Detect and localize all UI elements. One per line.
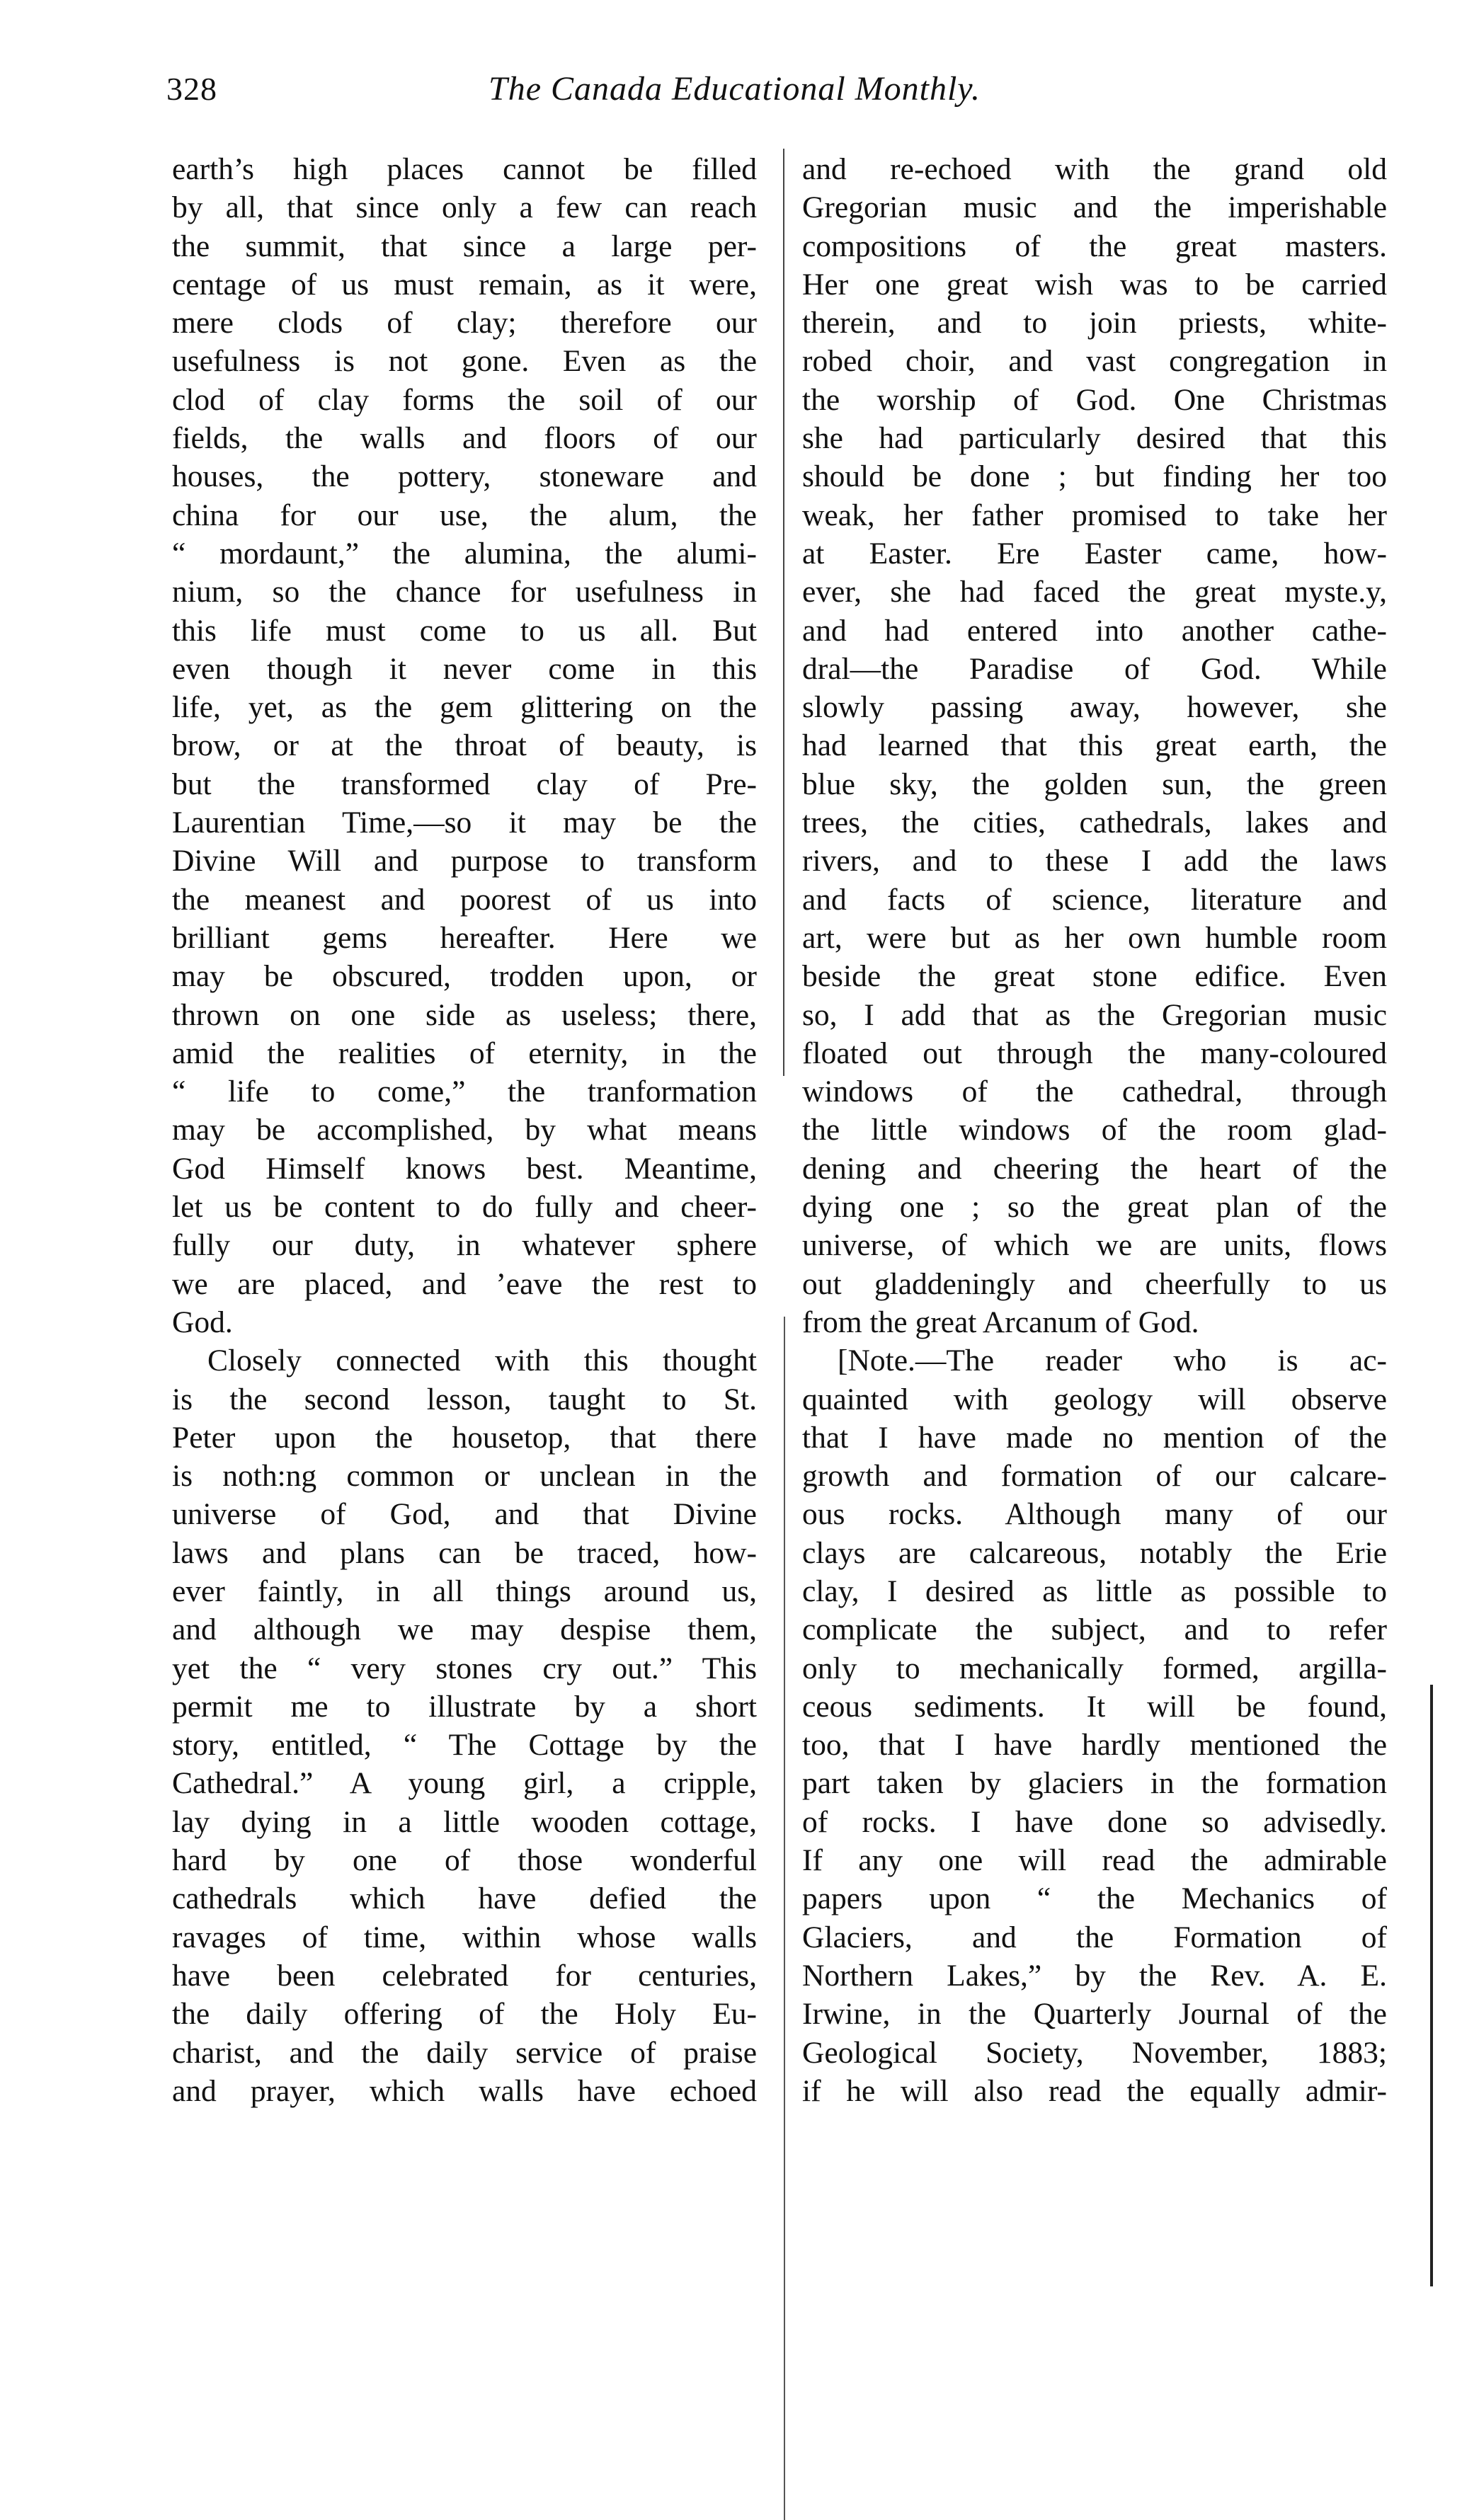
text-line: Divine Will and purpose to transform (172, 844, 757, 878)
text-line: clod of clay forms the soil of our (172, 382, 757, 417)
text-line: houses, the pottery, stoneware and (172, 459, 757, 494)
text-line: the worship of God. One Christmas (802, 382, 1387, 417)
text-line: clays are calcareous, notably the Erie (802, 1535, 1387, 1570)
text-line: she had particularly desired that this (802, 421, 1387, 456)
text-line: usefulness is not gone. Even as the (172, 344, 757, 379)
text-line: let us be content to do fully and cheer- (172, 1190, 757, 1225)
text-line: ever faintly, in all things around us, (172, 1574, 757, 1608)
text-line: cathedrals which have defied the (172, 1882, 757, 1916)
text-line: may be accomplished, by what means (172, 1113, 757, 1147)
text-line: only to mechanically formed, argilla- (802, 1651, 1387, 1685)
text-line: dening and cheering the heart of the (802, 1151, 1387, 1186)
text-line: compositions of the great masters. (802, 229, 1387, 263)
left-column (172, 150, 757, 2110)
text-line: this life must come to us all. But (172, 613, 757, 648)
text-line: ravages of time, within whose walls (172, 1920, 757, 1954)
text-line: Laurentian Time,—so it may be the (172, 806, 757, 840)
text-line: Glaciers, and the Formation of (802, 1920, 1387, 1954)
page-edge-rule (1430, 1685, 1433, 2286)
text-line: dral—the Paradise of God. While (802, 651, 1387, 686)
text-line: ceous sediments. It will be found, (802, 1689, 1387, 1724)
text-line: brow, or at the throat of beauty, is (172, 728, 757, 763)
text-line: ous rocks. Although many of our (802, 1497, 1387, 1532)
text-line: part taken by glaciers in the formation (802, 1766, 1387, 1801)
text-line: even though it never come in this (172, 651, 757, 686)
text-line: “ mordaunt,” the alumina, the alumi- (172, 536, 757, 571)
text-line: God Himself knows best. Meantime, (172, 1151, 757, 1186)
text-line: hard by one of those wonderful (172, 1843, 757, 1878)
column-divider-rule-lower (784, 1317, 785, 2520)
text-line: life, yet, as the gem glittering on the (172, 690, 757, 725)
text-line: Her one great wish was to be carried (802, 267, 1387, 302)
text-line: charist, and the daily service of praise (172, 2035, 757, 2070)
text-line: art, were but as her own humble room (802, 920, 1387, 955)
text-line: lay dying in a little wooden cottage, (172, 1804, 757, 1839)
text-line: universe, of which we are units, flows (802, 1228, 1387, 1263)
text-line: story, entitled, “ The Cottage by the (172, 1728, 757, 1763)
text-line: If any one will read the admirable (802, 1843, 1387, 1878)
text-line: papers upon “ the Mechanics of (802, 1882, 1387, 1916)
text-line: is the second lesson, taught to St. (172, 1382, 757, 1416)
text-line: of rocks. I have done so advisedly. (802, 1804, 1387, 1839)
text-line: windows of the cathedral, through (802, 1075, 1387, 1109)
text-line: Gregorian music and the imperishable (802, 190, 1387, 225)
text-line: the summit, that since a large per- (172, 229, 757, 263)
text-line: so, I add that as the Gregorian music (802, 997, 1387, 1032)
text-line: is noth:ng common or unclean in the (172, 1459, 757, 1494)
text-line: nium, so the chance for usefulness in (172, 575, 757, 609)
text-line: fully our duty, in whatever sphere (172, 1228, 757, 1263)
text-line: but the transformed clay of Pre- (172, 767, 757, 801)
text-line: rivers, and to these I add the laws (802, 844, 1387, 878)
text-line: the little windows of the room glad- (802, 1113, 1387, 1147)
text-line: Northern Lakes,” by the Rev. A. E. (802, 1958, 1387, 1993)
text-line: robed choir, and vast congregation in (802, 344, 1387, 379)
text-line: therein, and to join priests, white- (802, 306, 1387, 340)
paragraph-first-line: Closely connected with this thought (207, 1344, 757, 1378)
page-number: 328 (166, 71, 217, 107)
text-line: fields, the walls and floors of our (172, 421, 757, 456)
text-line: earth’s high places cannot be filled (172, 152, 757, 186)
text-line: and prayer, which walls have echoed (172, 2073, 757, 2108)
text-line: universe of God, and that Divine (172, 1497, 757, 1532)
running-title: The Canada Educational Monthly. (489, 70, 981, 108)
text-line: permit me to illustrate by a short (172, 1689, 757, 1724)
column-divider-rule (783, 149, 784, 1076)
text-line: “ life to come,” the tranformation (172, 1075, 757, 1109)
paragraph-last-line: from the great Arcanum of God. (802, 1305, 1199, 1339)
text-line: by all, that since only a few can reach (172, 190, 757, 225)
text-line: and re-echoed with the grand old (802, 152, 1387, 186)
text-line: if he will also read the equally admir- (802, 2073, 1387, 2108)
text-line: slowly passing away, however, she (802, 690, 1387, 725)
text-line: beside the great stone edifice. Even (802, 959, 1387, 994)
text-line: laws and plans can be traced, how- (172, 1535, 757, 1570)
text-line: floated out through the many-coloured (802, 1036, 1387, 1070)
text-line: thrown on one side as useless; there, (172, 997, 757, 1032)
text-line: trees, the cities, cathedrals, lakes and (802, 806, 1387, 840)
text-line: brilliant gems hereafter. Here we (172, 920, 757, 955)
text-line: Geological Society, November, 1883; (802, 2035, 1387, 2070)
text-line: mere clods of clay; therefore our (172, 306, 757, 340)
text-line: had learned that this great earth, the (802, 728, 1387, 763)
text-line: Irwine, in the Quarterly Journal of the (802, 1997, 1387, 2032)
text-line: that I have made no mention of the (802, 1420, 1387, 1455)
text-line: amid the realities of eternity, in the (172, 1036, 757, 1070)
right-column (802, 150, 1387, 2110)
text-line: yet the “ very stones cry out.” This (172, 1651, 757, 1685)
text-line: at Easter. Ere Easter came, how- (802, 536, 1387, 571)
text-line: and although we may despise them, (172, 1613, 757, 1647)
text-line: growth and formation of our calcare- (802, 1459, 1387, 1494)
text-line: Cathedral.” A young girl, a cripple, (172, 1766, 757, 1801)
text-line: and facts of science, literature and (802, 882, 1387, 917)
text-line: complicate the subject, and to refer (802, 1613, 1387, 1647)
text-line: have been celebrated for centuries, (172, 1958, 757, 1993)
text-line: centage of us must remain, as it were, (172, 267, 757, 302)
text-line: should be done ; but finding her too (802, 459, 1387, 494)
text-line: china for our use, the alum, the (172, 498, 757, 532)
text-line: may be obscured, trodden upon, or (172, 959, 757, 994)
text-line: ever, she had faced the great myste.y, (802, 575, 1387, 609)
text-line: quainted with geology will observe (802, 1382, 1387, 1416)
text-line: clay, I desired as little as possible to (802, 1574, 1387, 1608)
text-line: too, that I have hardly mentioned the (802, 1728, 1387, 1763)
paragraph-last-line: God. (172, 1305, 233, 1339)
text-line: the daily offering of the Holy Eu- (172, 1997, 757, 2032)
text-line: out gladdeningly and cheerfully to us (802, 1266, 1387, 1301)
note-first-line: [Note.—The reader who is ac- (838, 1344, 1387, 1378)
text-line: weak, her father promised to take her (802, 498, 1387, 532)
text-line: Peter upon the housetop, that there (172, 1420, 757, 1455)
text-line: dying one ; so the great plan of the (802, 1190, 1387, 1225)
text-line: the meanest and poorest of us into (172, 882, 757, 917)
text-line: and had entered into another cathe- (802, 613, 1387, 648)
text-line: blue sky, the golden sun, the green (802, 767, 1387, 801)
text-line: we are placed, and ’eave the rest to (172, 1266, 757, 1301)
